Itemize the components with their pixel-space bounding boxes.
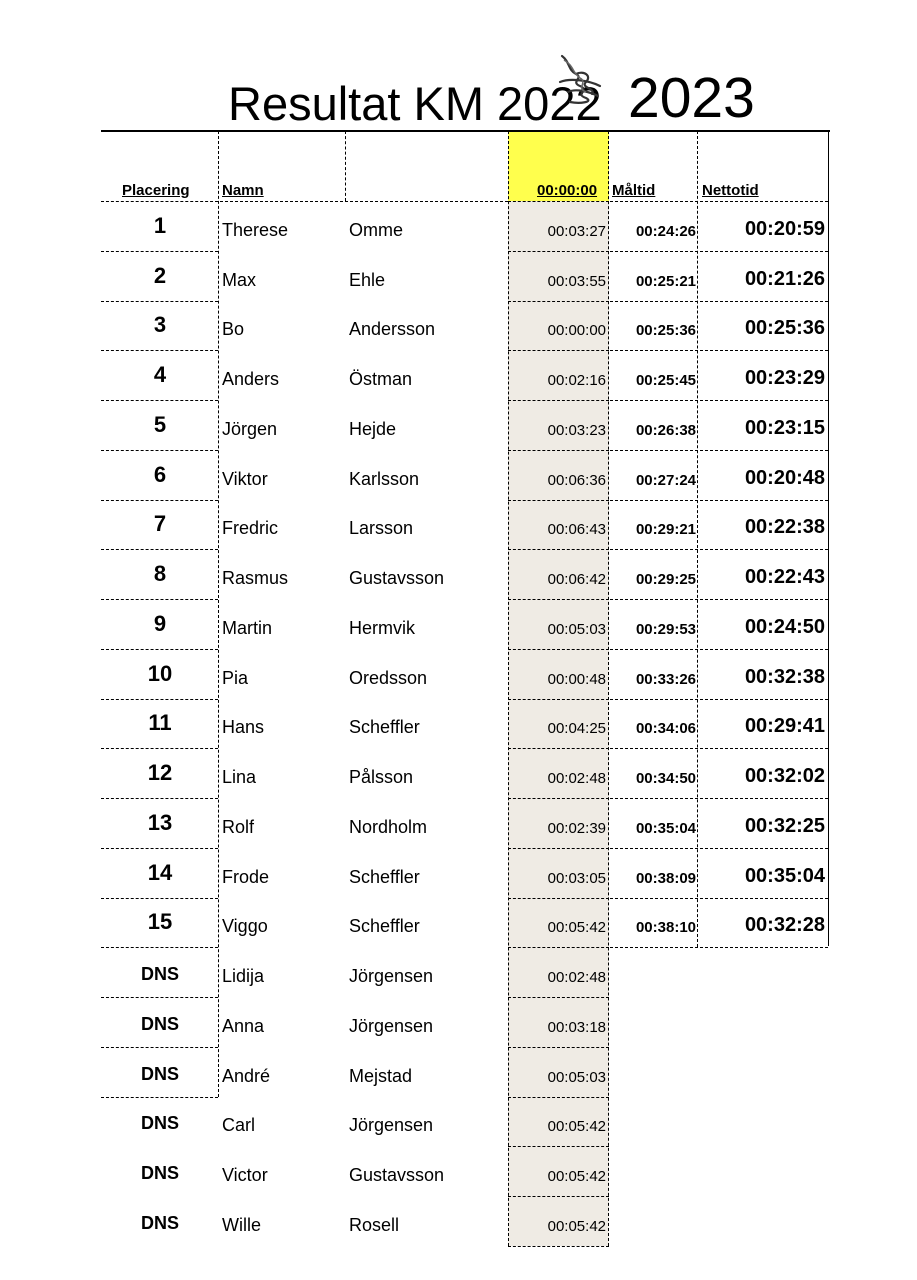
net-time-cell: 00:23:15: [744, 417, 825, 439]
first-name-cell: André: [222, 1066, 271, 1086]
net-time-cell: 00:23:29: [744, 367, 825, 389]
last-name-cell: Hejde: [349, 419, 397, 439]
net-time-cell: 00:22:43: [744, 566, 825, 588]
placement-cell: 15: [147, 909, 173, 934]
last-name-cell: Karlsson: [349, 469, 420, 489]
net-time-cell: 00:32:38: [744, 666, 825, 688]
placement-cell: 12: [147, 760, 173, 785]
first-name-cell: Carl: [222, 1115, 256, 1135]
start-time-cell: 00:05:03: [547, 621, 606, 638]
first-name-cell: Jörgen: [222, 419, 278, 439]
placement-cell: 7: [153, 511, 167, 536]
placement-cell: 13: [147, 810, 173, 835]
placement-cell: DNS: [140, 1113, 179, 1133]
first-name-cell: Anna: [222, 1016, 265, 1036]
last-name-cell: Andersson: [349, 319, 436, 339]
last-name-cell: Scheffler: [349, 717, 420, 737]
first-name-cell: Martin: [222, 618, 273, 638]
crossed-out-year: 2022: [497, 77, 602, 130]
start-time-cell: 00:03:18: [547, 1019, 606, 1036]
start-time-cell: 00:00:00: [547, 322, 606, 339]
net-time-cell: 00:22:38: [744, 516, 825, 538]
first-name-cell: Therese: [222, 220, 289, 240]
first-name-cell: Victor: [222, 1165, 268, 1185]
first-name-cell: Frode: [222, 867, 270, 887]
finish-time-cell: 00:29:21: [635, 521, 696, 538]
last-name-cell: Mejstad: [349, 1066, 413, 1086]
net-time-cell: 00:32:25: [744, 815, 825, 837]
first-name-cell: Rasmus: [222, 568, 289, 588]
start-time-cell: 00:05:03: [547, 1069, 606, 1086]
placement-cell: 6: [153, 462, 167, 487]
start-time-cell: 00:03:23: [547, 422, 606, 439]
header-start-time: 00:00:00: [537, 182, 598, 199]
start-time-cell: 00:06:36: [547, 472, 606, 489]
last-name-cell: Gustavsson: [349, 1165, 445, 1185]
finish-time-cell: 00:34:06: [635, 720, 696, 737]
finish-time-cell: 00:34:50: [635, 770, 696, 787]
placement-cell: 14: [147, 860, 173, 885]
finish-time-cell: 00:38:09: [635, 870, 696, 887]
placement-cell: DNS: [140, 1014, 179, 1034]
last-name-cell: Omme: [349, 220, 403, 240]
first-name-cell: Viktor: [222, 469, 268, 489]
start-time-cell: 00:02:48: [547, 770, 606, 787]
net-time-cell: 00:32:28: [744, 914, 825, 936]
start-time-cell: 00:05:42: [547, 919, 606, 936]
last-name-cell: Hermvik: [349, 618, 415, 638]
start-time-cell: 00:05:42: [547, 1118, 606, 1135]
start-time-cell: 00:00:48: [547, 671, 606, 688]
start-time-cell: 00:02:16: [547, 372, 606, 389]
corrected-year: 2023: [628, 66, 755, 130]
finish-time-cell: 00:25:21: [635, 273, 696, 290]
first-name-cell: Rolf: [222, 817, 255, 837]
last-name-cell: Östman: [349, 369, 413, 389]
start-time-cell: 00:02:39: [547, 820, 606, 837]
finish-time-cell: 00:35:04: [635, 820, 696, 837]
first-name-cell: Lina: [222, 767, 257, 787]
start-time-cell: 00:04:25: [547, 720, 606, 737]
last-name-cell: Oredsson: [349, 668, 428, 688]
last-name-cell: Jörgensen: [349, 1016, 434, 1036]
header-placering: Placering: [122, 182, 190, 199]
first-name-cell: Fredric: [222, 518, 279, 538]
placement-cell: DNS: [140, 1213, 179, 1233]
last-name-cell: Jörgensen: [349, 966, 434, 986]
placement-cell: 4: [153, 362, 167, 387]
first-name-cell: Max: [222, 270, 257, 290]
net-time-cell: 00:25:36: [744, 317, 825, 339]
start-time-cell: 00:06:42: [547, 571, 606, 588]
placement-cell: DNS: [140, 1163, 179, 1183]
header-maltid: Måltid: [612, 182, 656, 199]
header-nettotid: Nettotid: [702, 182, 759, 199]
header-namn: Namn: [222, 182, 264, 199]
start-time-cell: 00:05:42: [547, 1218, 606, 1235]
placement-cell: DNS: [140, 964, 179, 984]
last-name-cell: Nordholm: [349, 817, 428, 837]
first-name-cell: Pia: [222, 668, 249, 688]
last-name-cell: Ehle: [349, 270, 386, 290]
placement-cell: 11: [148, 710, 172, 735]
net-time-cell: 00:32:02: [744, 765, 825, 787]
first-name-cell: Hans: [222, 717, 265, 737]
net-time-cell: 00:29:41: [744, 715, 825, 737]
last-name-cell: Scheffler: [349, 916, 420, 936]
start-time-cell: 00:03:05: [547, 870, 606, 887]
placement-cell: 1: [153, 213, 167, 238]
finish-time-cell: 00:25:45: [635, 372, 696, 389]
start-time-cell: 00:05:42: [547, 1168, 606, 1185]
net-time-cell: 00:20:59: [744, 218, 825, 240]
last-name-cell: Larsson: [349, 518, 414, 538]
start-time-cell: 00:02:48: [547, 969, 606, 986]
placement-cell: 3: [153, 312, 167, 337]
last-name-cell: Pålsson: [349, 767, 414, 787]
net-time-cell: 00:24:50: [744, 616, 825, 638]
finish-time-cell: 00:25:36: [635, 322, 696, 339]
finish-time-cell: 00:33:26: [635, 671, 696, 688]
net-time-cell: 00:20:48: [744, 467, 825, 489]
last-name-cell: Gustavsson: [349, 568, 445, 588]
last-name-cell: Rosell: [349, 1215, 400, 1235]
placement-cell: 9: [153, 611, 167, 636]
first-name-cell: Wille: [222, 1215, 261, 1235]
placement-cell: 5: [153, 412, 167, 437]
net-time-cell: 00:35:04: [744, 865, 825, 887]
finish-time-cell: 00:38:10: [635, 919, 696, 936]
net-time-cell: 00:21:26: [744, 268, 825, 290]
placement-cell: 8: [153, 561, 167, 586]
start-time-cell: 00:06:43: [547, 521, 606, 538]
finish-time-cell: 00:29:25: [635, 571, 696, 588]
first-name-cell: Bo: [222, 319, 245, 339]
placement-cell: DNS: [140, 1064, 179, 1084]
placement-cell: 10: [147, 661, 173, 686]
first-name-cell: Viggo: [222, 916, 268, 936]
title-text: Resultat KM: [228, 77, 484, 130]
finish-time-cell: 00:24:26: [635, 223, 696, 240]
finish-time-cell: 00:27:24: [635, 472, 696, 489]
start-time-cell: 00:03:27: [547, 223, 606, 240]
last-name-cell: Scheffler: [349, 867, 420, 887]
last-name-cell: Jörgensen: [349, 1115, 434, 1135]
start-time-cell: 00:03:55: [547, 273, 606, 290]
first-name-cell: Anders: [222, 369, 280, 389]
finish-time-cell: 00:29:53: [635, 621, 696, 638]
first-name-cell: Lidija: [222, 966, 265, 986]
finish-time-cell: 00:26:38: [635, 422, 696, 439]
placement-cell: 2: [153, 263, 167, 288]
